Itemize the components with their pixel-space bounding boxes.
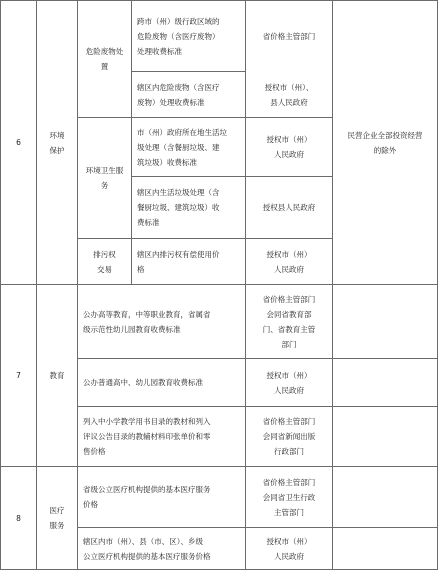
authority-cell: 授权县人民政府: [262, 203, 316, 212]
authority-cell: 省价格主管部门: [262, 31, 316, 41]
content-cell: 辖区内排污权有偿使用价 格: [137, 249, 220, 274]
content-cell: 公办高等教育，中等职业教育，省属省 级示范性幼儿园教育收费标准: [83, 309, 211, 334]
authority-cell: 省价格主管部门 会同省新闻出版 行政部门: [262, 417, 316, 456]
row-number: 6: [16, 138, 21, 147]
content-cell: 省级公立医疗机构提供的基本医疗服务 价格: [83, 485, 211, 509]
row-number: 8: [16, 513, 21, 523]
subcategory-cell: 危险废物处 置: [85, 47, 124, 71]
remark-cell: 民营企业全部投资经营 的除外: [347, 130, 423, 155]
authority-cell: 授权市（州）、 县人民政府: [264, 82, 314, 107]
authority-cell: 省价格主管部门 会同省教育部 门、省教育主管 部门: [262, 294, 316, 349]
authority-cell: 授权市（州） 人民政府: [266, 370, 312, 395]
authority-cell: 授权市（州） 人民政府: [266, 249, 312, 274]
category-cell: 医疗 服务: [49, 506, 65, 530]
content-cell: 跨市（州）级行政区域的 危险废物（含医疗废物） 处理收费标准: [137, 16, 220, 56]
subcategory-cell: 排污权 交易: [93, 249, 116, 274]
category-cell: 环境 保护: [49, 130, 65, 155]
content-cell: 公办普通高中、幼儿园教育收费标准: [83, 378, 203, 387]
content-cell: 辖区内危险废物（含医疗 废物）处理收费标准: [137, 82, 220, 107]
authority-cell: 省价格主管部门 会同省卫生行政 主管部门: [262, 477, 316, 517]
subcategory-cell: 环境卫生服 务: [85, 166, 124, 190]
category-cell: 教育: [49, 371, 65, 380]
content-cell: 市（州）政府所在地生活垃 圾处理（含餐厨垃圾、建 筑垃圾）收费标准: [137, 127, 227, 167]
content-cell: 辖区内生活垃圾处理（含 餐厨垃圾、建筑垃圾）收 费标准: [137, 188, 220, 227]
content-cell: 辖区内市（州）、县（市、区）、乡级 公立医疗机构提供的基本医疗服务价格: [83, 536, 211, 561]
row-number: 7: [16, 371, 21, 380]
authority-cell: 授权市（州） 人民政府: [266, 536, 312, 561]
authority-cell: 授权市（州） 人民政府: [266, 135, 312, 159]
content-cell: 列入中小学教学用书目录的教材和列入 评议公告目录的教辅材料印张单价和零 售价格: [83, 417, 211, 456]
